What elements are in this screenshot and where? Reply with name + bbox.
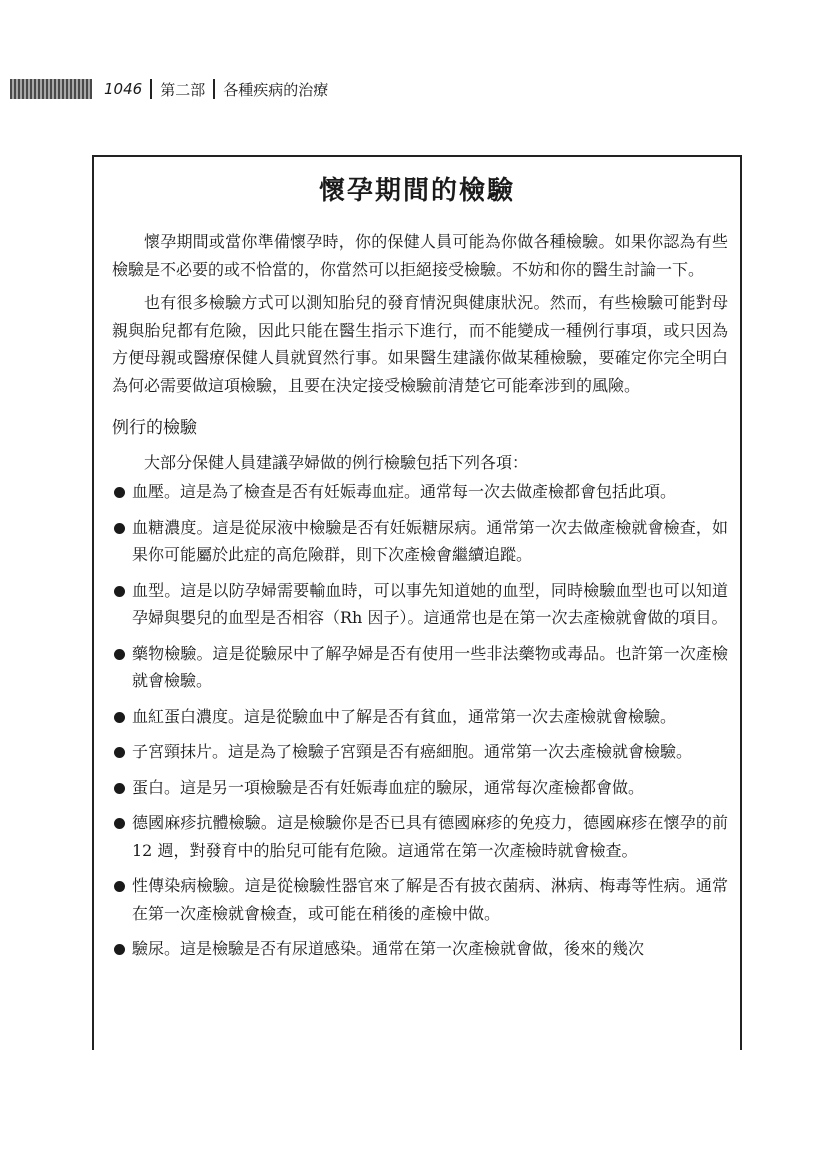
bullet-icon [114,523,125,534]
list-item-text: 血型。這是以防孕婦需要輸血時，可以事先知道她的血型，同時檢驗血型也可以知道孕婦與嬰兒的血型是否相容（Rh 因子）。這通常也是在第一次去產檢就會做的項目。 [132,580,728,627]
list-item-text: 德國麻疹抗體檢驗。這是檢驗你是否已具有德國麻疹的免疫力，德國麻疹在懷孕的前 12 週，對發育中的胎兒可能有危險。這通常在第一次產檢時就會檢查。 [132,813,728,860]
list-item-text: 蛋白。這是另一項檢驗是否有妊娠毒血症的驗尿，通常每次產檢都會做。 [132,777,645,797]
list-item-text: 藥物檢驗。這是從驗尿中了解孕婦是否有使用一些非法藥物或毒品。也許第一次產檢就會檢驗。 [132,643,728,690]
list-item-text: 血紅蛋白濃度。這是從驗血中了解是否有貧血，通常第一次去產檢就會檢驗。 [132,706,677,726]
list-item [112,935,728,963]
list-item-text: 血糖濃度。這是從尿液中檢驗是否有妊娠糖尿病。通常第一次去做產檢就會檢查，如果你可能屬於此症的高危險群，則下次產檢會繼續追蹤。 [132,517,728,564]
bullet-icon [114,712,125,723]
list-item [112,640,728,695]
bullet-icon [114,487,125,498]
part-label: 第二部 [160,80,206,99]
box-content [112,228,728,971]
list-item [112,478,728,506]
bullet-icon [114,783,125,794]
header-divider [213,79,215,99]
header-divider [150,79,152,99]
list-item-text: 子宮頸抹片。這是為了檢驗子宮頸是否有癌細胞。通常第一次去產檢就會檢驗。 [132,742,693,761]
running-header [10,76,410,102]
bullet-icon [114,881,125,892]
test-list [112,478,728,963]
list-item-text: 血壓。這是為了檢查是否有妊娠毒血症。通常每一次去做產檢都會包括此項。 [132,482,677,501]
page-number: 1046 [104,80,143,98]
bullet-icon [114,649,125,660]
bullet-icon [114,944,125,955]
box-title: 懷孕期間的檢驗 [318,176,515,206]
list-item [112,577,728,632]
header-decoration [10,79,92,99]
bullet-icon [114,818,125,829]
list-item [112,809,728,864]
section-heading: 例行的檢驗 [112,418,197,438]
list-item [112,703,728,731]
intro-paragraph: 懷孕期間或當你準備懷孕時，你的保健人員可能為你做各種檢驗。如果你認為有些檢驗是不必要的或不恰當的，你當然可以拒絕接受檢驗。不妨和你的醫生討論一下。 [112,232,728,279]
section-intro: 大部分保健人員建議孕婦做的例行檢驗包括下列各項： [144,452,529,472]
list-item-text: 驗尿。這是檢驗是否有尿道感染。通常在第一次產檢就會做，後來的幾次 [132,939,645,958]
intro-paragraph: 也有很多檢驗方式可以測知胎兒的發育情況與健康狀況。然而，有些檢驗可能對母親與胎兒都有危險，因此只能在醫生指示下進行，而不能變成一種例行事項，或只因為方便母親或醫療保健人員就貿然行事。如果醫生建議你做某種檢驗，要確定你完全明白為何必需要做這項檢驗，且要在決定接受檢驗前清楚它可能牽涉到的風險。 [112,293,728,395]
bullet-icon [114,747,125,758]
list-item [112,514,728,569]
bullet-icon [114,586,125,597]
list-item [112,774,728,802]
chapter-title: 各種疾病的治療 [223,80,329,99]
list-item [112,738,728,766]
list-item [112,872,728,927]
list-item-text: 性傳染病檢驗。這是從檢驗性器官來了解是否有披衣菌病、淋病、梅毒等性病。通常在第一次產檢就會檢查，或可能在稍後的產檢中做。 [132,876,728,923]
